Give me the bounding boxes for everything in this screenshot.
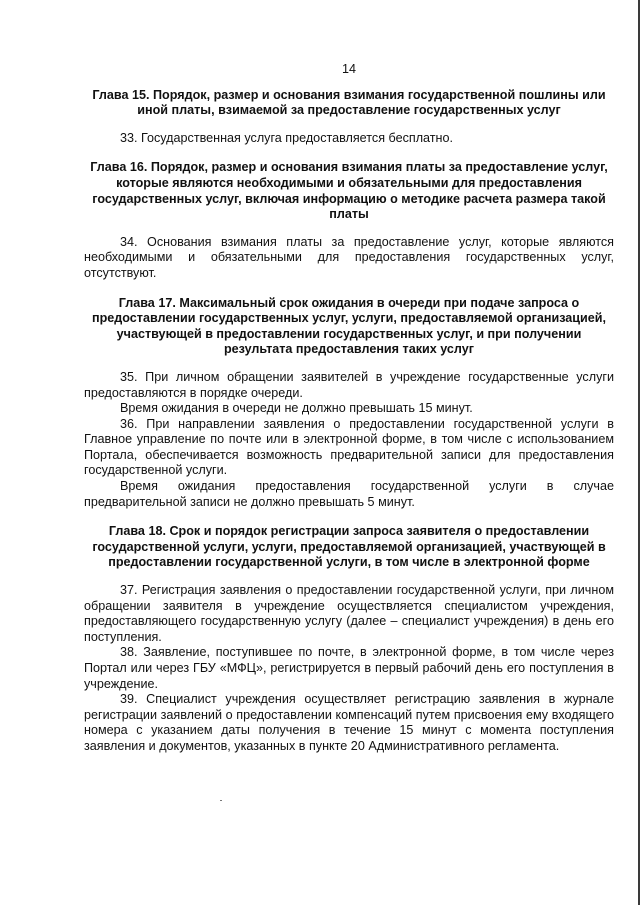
chapter-16-title: Глава 16. Порядок, размер и основания взимания платы за предоставление услуг, которые являются необходимыми и обязательными для предоставления государственных услуг, включая информацию о методике расчета размера такой платы bbox=[90, 160, 608, 222]
paragraph-39: 39. Специалист учреждения осуществляет регистрацию заявления в журнале регистрации заявлений о предоставлении компенсаций путем присвоения ему входящего номера с указанием даты получения в течение 15 минут с момента поступления заявления и документов, указанных в пункте 20 Административного регламента. bbox=[84, 692, 614, 753]
paragraph-33: 33. Государственная услуга предоставляется бесплатно. bbox=[120, 130, 454, 145]
paragraph-35-wait-time: Время ожидания в очереди не должно превышать 15 минут. bbox=[120, 401, 473, 416]
chapter-15-title: Глава 15. Порядок, размер и основания взимания государственной пошлины или иной платы, взимаемой за предоставление государственных услуг bbox=[92, 87, 606, 118]
scan-speck bbox=[220, 800, 222, 801]
paragraph-38: 38. Заявление, поступившее по почте, в электронной форме, в том числе через Портал или через ГБУ «МФЦ», регистрируется в первый рабочий день его поступления в учреждение. bbox=[84, 645, 614, 691]
paragraph-37: 37. Регистрация заявления о предоставлении государственной услуги, при личном обращении заявителя в учреждение осуществляется специалистом учреждения, предоставляющего государственную услугу (далее – специалист учреждения) в день его поступления. bbox=[84, 583, 614, 644]
paragraph-36: 36. При направлении заявления о предоставлении государственной услуги в Главное управление по почте или в электронной форме, в том числе с использованием Портала, обеспечивается возможность предварительной записи для предоставления государственной услуги. bbox=[84, 416, 614, 478]
paragraph-36-wait-time: Время ожидания предоставления государственной услуги в случае предварительной записи не должно превышать 5 минут. bbox=[84, 479, 614, 509]
chapter-18-title: Глава 18. Срок и порядок регистрации запроса заявителя о предоставлении государственной услуги, услуги, предоставляемой организацией, участвующей в предоставлении государственной услуги, в том числе в электронной форме bbox=[92, 524, 606, 570]
page-content bbox=[84, 62, 614, 755]
page-number: 14 bbox=[341, 62, 356, 76]
paragraph-35: 35. При личном обращении заявителей в учреждение государственные услуги предоставляются в порядке очереди. bbox=[84, 369, 614, 400]
paragraph-34: 34. Основания взимания платы за предоставление услуг, которые являются необходимыми и обязательными для предоставления государственных услуг, отсутствуют. bbox=[84, 234, 614, 280]
chapter-17-title: Глава 17. Максимальный срок ожидания в очереди при подаче запроса о предоставлении государственных услуг, услуги, предоставляемой организацией, участвующей в предоставлении государственных услуг, и при получении результата предоставления таких услуг bbox=[91, 295, 607, 357]
